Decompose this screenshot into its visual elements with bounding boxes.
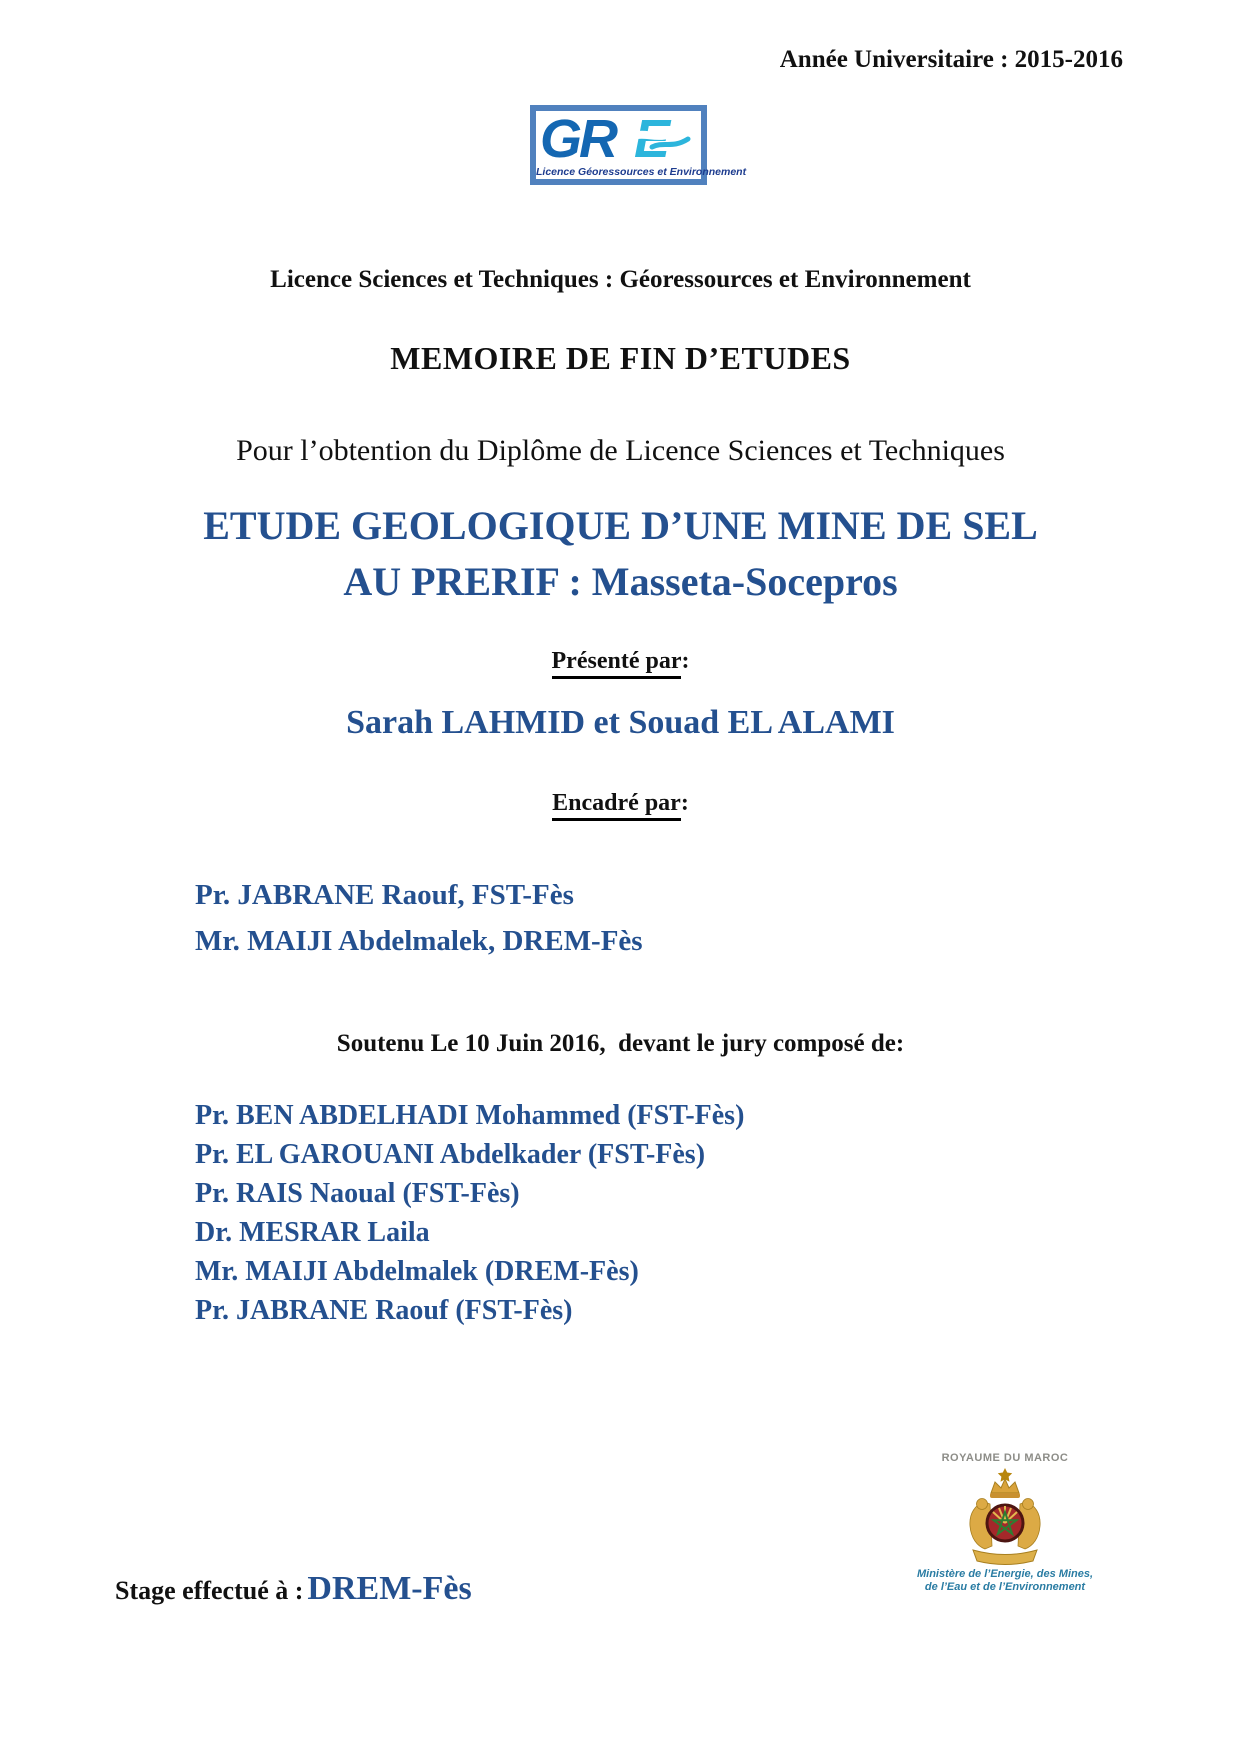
supervised-by-text: Encadré par [552,790,681,821]
supervisor-line: Mr. MAIJI Abdelmalek, DREM-Fès [195,925,643,957]
authors-line: Sarah LAHMID et Souad EL ALAMI [346,704,895,741]
program-title: Licence Sciences et Techniques : Géoressources et Environnement [270,266,971,293]
morocco-coat-of-arms-icon [955,1466,1055,1566]
thesis-title-line2: AU PRERIF : Masseta-Socepros [343,559,898,604]
ministry-name [905,1568,1105,1594]
ministry-name-line2: de l’Eau et de l’Environnement [924,1581,1086,1593]
thesis-title [0,498,1241,610]
presented-by-label [0,648,1241,675]
internship-line [115,1570,472,1608]
jury-member: Pr. BEN ABDELHADI Mohammed (FST-Fès) [195,1100,745,1131]
supervised-by-label [0,790,1241,817]
defense-intro-line: Soutenu Le 10 Juin 2016, devant le jury composé de: [336,1030,905,1057]
gre-logo [530,105,747,185]
supervisors-list [195,872,643,964]
kingdom-label: ROYAUME DU MAROC [941,1452,1069,1464]
jury-member: Mr. MAIJI Abdelmalek (DREM-Fès) [195,1256,639,1287]
jury-member: Pr. JABRANE Raouf (FST-Fès) [195,1295,573,1326]
gre-logo-caption: Licence Géoressources et Environnement [536,166,747,178]
supervised-by-colon: : [680,790,689,816]
jury-member: Pr. EL GAROUANI Abdelkader (FST-Fès) [195,1139,706,1170]
academic-year-label: Année Universitaire : 2015-2016 [779,46,1123,73]
jury-list [195,1096,744,1330]
ministry-emblem [905,1452,1105,1594]
presented-by-text: Présenté par [552,648,682,679]
jury-member: Dr. MESRAR Laila [195,1217,430,1248]
memoir-heading: MEMOIRE DE FIN D’ETUDES [390,340,851,376]
jury-member: Pr. RAIS Naoual (FST-Fès) [195,1178,520,1209]
purpose-line: Pour l’obtention du Diplôme de Licence Sciences et Techniques [236,434,1005,467]
ministry-name-line1: Ministère de l’Energie, des Mines, [916,1568,1094,1580]
supervisor-line: Pr. JABRANE Raouf, FST-Fès [195,879,574,911]
internship-place: DREM-Fès [307,1570,472,1607]
internship-label: Stage effectué à : [115,1576,304,1605]
gre-logo-icon [538,111,703,169]
presented-by-colon: : [681,648,690,674]
logo-gr-text: GR [540,111,615,169]
thesis-title-line1: ETUDE GEOLOGIQUE D’UNE MINE DE SEL [203,503,1038,548]
logo-e-text: E [634,111,671,169]
